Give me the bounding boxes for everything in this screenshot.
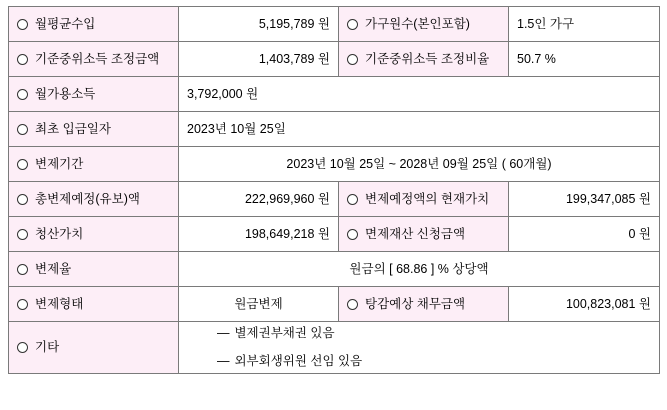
circle-bullet-icon <box>17 54 28 65</box>
row-label-text: 기준중위소득 조정금액 <box>35 51 160 66</box>
row-value-cell: 1,403,789 원 <box>179 42 339 77</box>
circle-bullet-icon <box>17 229 28 240</box>
circle-bullet-icon <box>347 54 358 65</box>
table-row <box>9 7 660 42</box>
row-label-text: 총변제예정(유보)액 <box>35 191 140 206</box>
circle-bullet-icon <box>17 124 28 135</box>
row-value-cell: 100,823,081 원 <box>509 287 660 322</box>
row-label-cell <box>9 112 179 147</box>
circle-bullet-icon <box>17 299 28 310</box>
dash-icon: — <box>217 326 230 340</box>
circle-bullet-icon <box>17 89 28 100</box>
notes-cell <box>179 322 660 374</box>
row-label-text: 면제재산 신청금액 <box>365 226 466 241</box>
row-label-text: 탕감예상 채무금액 <box>365 296 466 311</box>
list-item <box>217 325 651 342</box>
circle-bullet-icon <box>347 299 358 310</box>
row-label-text: 청산가치 <box>35 226 84 241</box>
row-value-cell: 50.7 % <box>509 42 660 77</box>
circle-bullet-icon <box>17 264 28 275</box>
row-label-cell <box>9 42 179 77</box>
row-value-cell: 2023년 10월 25일 ~ 2028년 09월 25일 ( 60개월) <box>179 147 660 182</box>
list-item <box>217 353 651 370</box>
table-row <box>9 112 660 147</box>
row-label-text: 월평균수입 <box>35 16 96 31</box>
table-row <box>9 252 660 287</box>
row-label-cell <box>9 7 179 42</box>
row-label-cell <box>9 217 179 252</box>
table-body <box>9 7 660 374</box>
row-label-cell <box>339 7 509 42</box>
circle-bullet-icon <box>17 194 28 205</box>
row-label-text: 월가용소득 <box>35 86 96 101</box>
row-value-cell: 199,347,085 원 <box>509 182 660 217</box>
row-value-cell: 원금의 [ 68.86 ] % 상당액 <box>179 252 660 287</box>
row-label-text: 기타 <box>35 339 60 354</box>
table-row <box>9 287 660 322</box>
row-value-cell: 2023년 10월 25일 <box>179 112 660 147</box>
row-label-text: 변제예정액의 현재가치 <box>365 191 490 206</box>
notes-list <box>187 325 651 370</box>
row-label-cell <box>9 252 179 287</box>
row-label-cell <box>9 147 179 182</box>
row-label-cell <box>339 42 509 77</box>
row-label-text: 기준중위소득 조정비율 <box>365 51 490 66</box>
circle-bullet-icon <box>347 229 358 240</box>
table-row <box>9 217 660 252</box>
row-value-cell: 3,792,000 원 <box>179 77 660 112</box>
row-value-cell: 1.5인 가구 <box>509 7 660 42</box>
row-label-cell <box>9 287 179 322</box>
note-text: 외부회생위원 선임 있음 <box>234 353 363 368</box>
circle-bullet-icon <box>347 19 358 30</box>
row-value-cell: 5,195,789 원 <box>179 7 339 42</box>
row-label-cell <box>339 287 509 322</box>
row-label-text: 변제기간 <box>35 156 84 171</box>
row-label-text: 최초 입금일자 <box>35 121 111 136</box>
dash-icon: — <box>217 353 230 368</box>
table-row <box>9 147 660 182</box>
row-value-cell: 원금변제 <box>179 287 339 322</box>
circle-bullet-icon <box>17 342 28 353</box>
row-label-cell <box>9 182 179 217</box>
row-label-cell <box>9 77 179 112</box>
repayment-summary-table <box>8 6 660 374</box>
row-value-cell: 198,649,218 원 <box>179 217 339 252</box>
row-label-cell <box>339 182 509 217</box>
row-label-text: 가구원수(본인포함) <box>365 16 470 31</box>
table-row <box>9 77 660 112</box>
table-row <box>9 182 660 217</box>
circle-bullet-icon <box>17 159 28 170</box>
row-value-cell: 222,969,960 원 <box>179 182 339 217</box>
table-row <box>9 42 660 77</box>
row-label-text: 변제율 <box>35 261 72 276</box>
circle-bullet-icon <box>17 19 28 30</box>
circle-bullet-icon <box>347 194 358 205</box>
table-row-notes <box>9 322 660 374</box>
row-label-text: 변제형태 <box>35 296 84 311</box>
row-label-cell <box>339 217 509 252</box>
row-label-cell <box>9 322 179 374</box>
note-text: 별제권부채권 있음 <box>234 326 335 340</box>
row-value-cell: 0 원 <box>509 217 660 252</box>
